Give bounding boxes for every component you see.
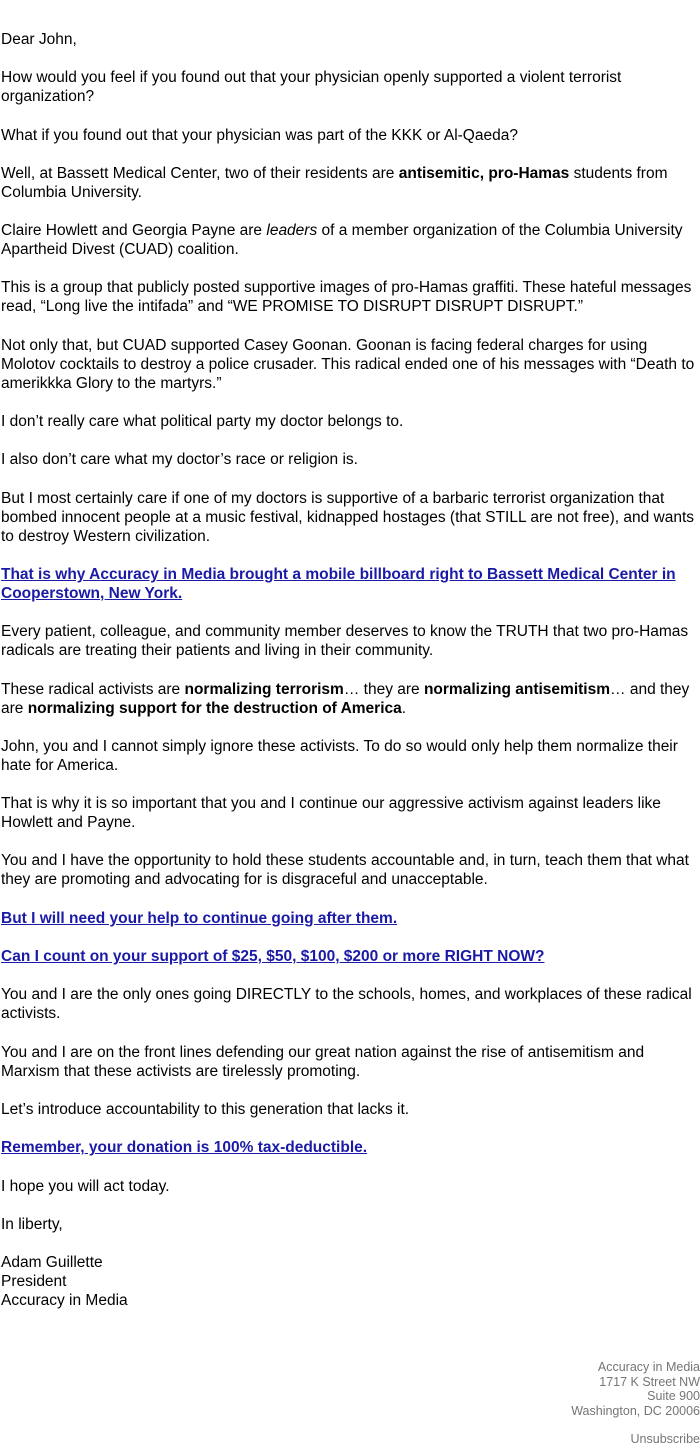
paragraph-13: That is why it is so important that you and I continue our aggressive activism against leaders like Howlett and Payne. [1,795,661,832]
signature [1,1253,699,1310]
paragraph-12: John, you and I cannot simply ignore these activists. To do so would only help them normalize their hate for America. [1,737,678,774]
closing: In liberty, [1,1215,63,1233]
signature-name: Adam Guillette [1,1254,103,1272]
paragraph-1: How would you feel if you found out that your physician openly supported a violent terrorist organization? [1,69,622,106]
paragraph-16: You and I are on the front lines defending our great nation against the rise of antisemitism and Marxism that these activists are tirelessly promoting. [1,1043,645,1080]
paragraph-15: You and I are the only ones going DIRECTLY to the schools, homes, and workplaces of these radical activists. [1,986,692,1023]
paragraph-11-bold-1: normalizing terrorism [184,680,344,698]
paragraph-6: Not only that, but CUAD supported Casey Goonan. Goonan is facing federal charges for using Molotov cocktails to destroy a police crusader. This radical ended one of his messages with “Death to amerikkka Glory to the martyrs.” [1,336,695,392]
paragraph-3-bold: antisemitic, pro-Hamas [398,164,570,182]
paragraph-4-italic: leaders [266,222,318,240]
email-body [1,30,699,1310]
signature-org: Accuracy in Media [1,1292,128,1310]
paragraph-link-2 [1,909,699,928]
tax-deductible-link[interactable]: Remember, your donation is 100% tax-deductible. [1,1139,368,1157]
paragraph-link-4 [1,1138,699,1157]
help-link[interactable]: But I will need your help to continue going after them. [1,909,398,927]
footer-org: Accuracy in Media [597,1360,700,1374]
paragraph-10: Every patient, colleague, and community member deserves to know the TRUTH that two pro-Hamas radicals are treating their patients and living in their community. [1,623,689,660]
paragraph-17: Let’s introduce accountability to this generation that lacks it. [1,1100,410,1118]
paragraph-4 [1,221,699,259]
paragraph-11-a: These radical activists are [1,680,185,698]
unsubscribe-link[interactable]: Unsubscribe [630,1432,700,1446]
paragraph-11-d: … and they are [1,680,690,717]
paragraph-11-c: … they are [343,680,424,698]
donate-amount-link[interactable]: Can I count on your support of $25, $50, $100, $200 or more RIGHT NOW? [1,948,545,966]
paragraph-11 [1,680,699,718]
paragraph-2: What if you found out that your physician was part of the KKK or Al-Qaeda? [1,126,518,144]
paragraph-18: I hope you will act today. [1,1177,170,1195]
paragraph-9: But I most certainly care if one of my doctors is supportive of a barbaric terrorist organization that bombed innocent people at a music festival, kidnapped hostages (that STILL are not free), and wants to destroy Western civilization. [1,489,695,545]
greeting: Dear John, [1,31,77,48]
footer-address [571,1360,700,1418]
paragraph-8: I also don’t care what my doctor’s race or religion is. [1,451,358,469]
paragraph-14: You and I have the opportunity to hold these students accountable and, in turn, teach them that what they are promoting and advocating for is disgraceful and unacceptable. [1,852,689,889]
billboard-link[interactable]: That is why Accuracy in Media brought a mobile billboard right to Bassett Medical Center in Cooperstown, New York. [1,565,676,602]
paragraph-4-post: of a member organization of the Columbia University Apartheid Divest (CUAD) coalition. [1,222,683,259]
footer-city: Washington, DC 20006 [571,1403,700,1418]
paragraph-7: I don’t really care what political party my doctor belongs to. [1,413,404,431]
paragraph-5: This is a group that publicly posted supportive images of pro-Hamas graffiti. These hateful messages read, “Long live the intifada” and “WE PROMISE TO DISRUPT DISRUPT DISRUPT.” [1,279,692,316]
paragraph-11-bold-2: normalizing antisemitism [423,680,611,698]
footer-street: 1717 K Street NW [599,1374,700,1389]
paragraph-4-pre: Claire Howlett and Georgia Payne are [1,222,267,240]
signature-title: President [1,1273,67,1291]
paragraph-11-bold-3: normalizing support for the destruction of America [27,699,402,717]
paragraph-3-post: students from Columbia University. [1,164,668,201]
footer-suite: Suite 900 [647,1389,700,1404]
paragraph-11-e: . [401,699,407,717]
paragraph-link-1 [1,565,699,603]
paragraph-link-3 [1,947,699,966]
paragraph-3-pre: Well, at Bassett Medical Center, two of their residents are [1,164,399,182]
paragraph-3 [1,164,699,202]
